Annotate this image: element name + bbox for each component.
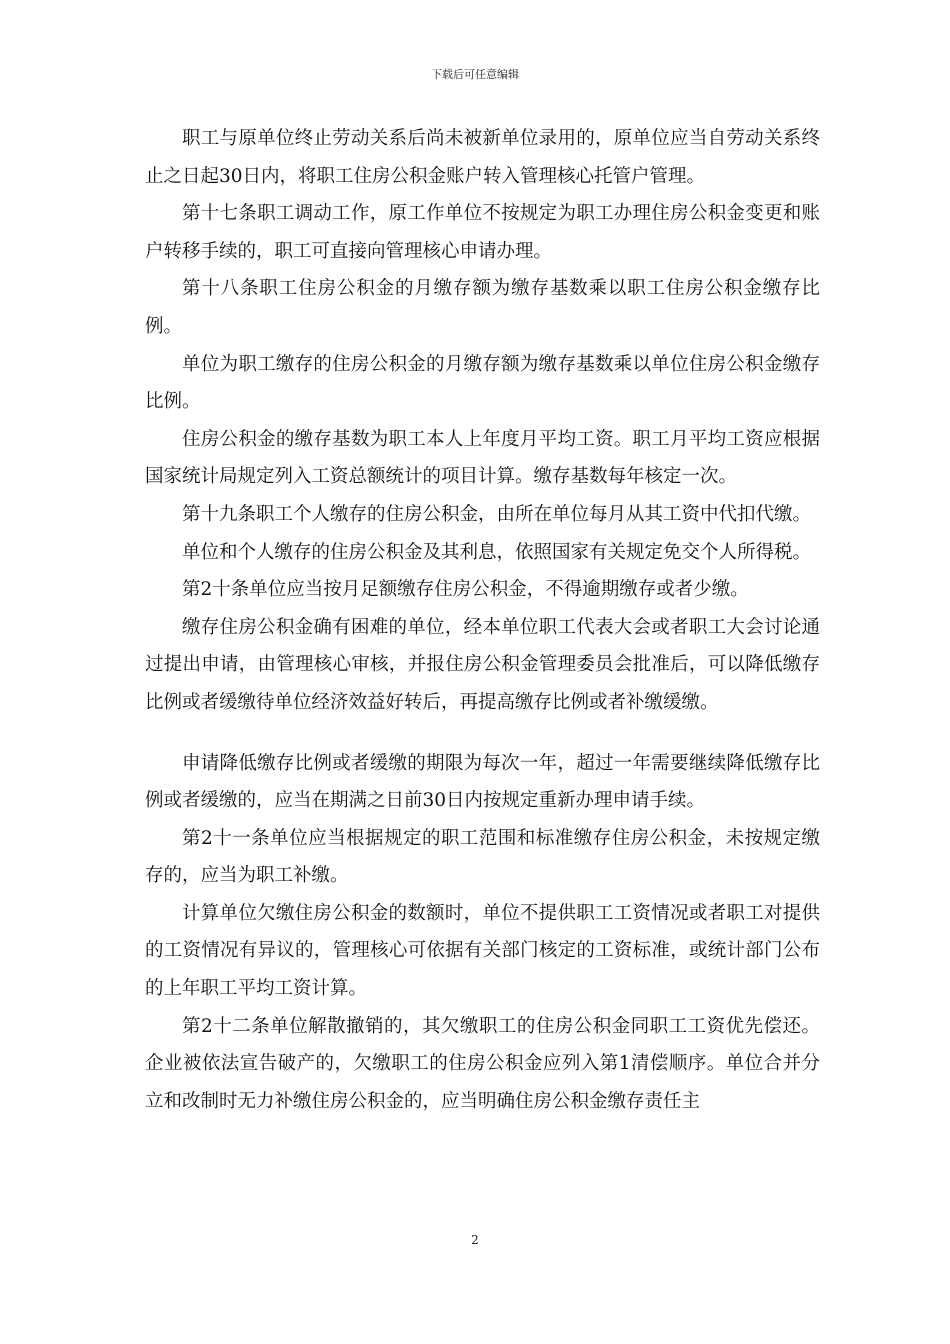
- paragraph-4: 单位为职工缴存的住房公积金的月缴存额为缴存基数乘以单位住房公积金缴存比例。: [145, 353, 820, 413]
- document-body: [145, 120, 820, 1120]
- paragraph-11: 第2十一条单位应当根据规定的职工范围和标准缴存住房公积金，未按规定缴存的，应当为职工补缴。: [145, 827, 820, 887]
- page-header: 下载后可任意编辑: [431, 68, 519, 81]
- paragraph-3: 第十八条职工住房公积金的月缴存额为缴存基数乘以职工住房公积金缴存比例。: [145, 278, 820, 337]
- paragraph-7: 单位和个人缴存的住房公积金及其利息，依照国家有关规定免交个人所得税。: [182, 541, 812, 563]
- paragraph-6: 第十九条职工个人缴存的住房公积金，由所在单位每月从其工资中代扣代缴。: [182, 503, 812, 525]
- paragraph-13: 第2十二条单位解散撤销的，其欠缴职工的住房公积金同职工工资优先偿还。企业被依法宣告破产的，欠缴职工的住房公积金应列入第1清偿顺序。单位合并分立和改制时无力补缴住房公积金的，应当明确住房公积金缴存责任主: [145, 1015, 820, 1112]
- paragraph-10: 申请降低缴存比例或者缓缴的期限为每次一年，超过一年需要继续降低缴存比例或者缓缴的，应当在期满之日前30日内按规定重新办理申请手续。: [145, 752, 820, 812]
- paragraph-8: 第2十条单位应当按月足额缴存住房公积金，不得逾期缴存或者少缴。: [182, 579, 749, 601]
- page-number: 2: [471, 1233, 479, 1247]
- paragraph-9: 缴存住房公积金确有困难的单位，经本单位职工代表大会或者职工大会讨论通过提出申请，由管理核心审核，并报住房公积金管理委员会批准后，可以降低缴存比例或者缓缴待单位经济效益好转后，再提高缴存比例或者补缴缓缴。: [145, 616, 820, 713]
- paragraph-1: 职工与原单位终止劳动关系后尚未被新单位录用的，原单位应当自劳动关系终止之日起30日内，将职工住房公积金账户转入管理核心托管户管理。: [145, 128, 820, 187]
- paragraph-12: 计算单位欠缴住房公积金的数额时，单位不提供职工工资情况或者职工对提供的工资情况有异议的，管理核心可依据有关部门核定的工资标准，或统计部门公布的上年职工平均工资计算。: [145, 902, 820, 1000]
- paragraph-2: 第十七条职工调动工作，原工作单位不按规定为职工办理住房公积金变更和账户转移手续的，职工可直接向管理核心申请办理。: [145, 203, 820, 262]
- paragraph-5: 住房公积金的缴存基数为职工本人上年度月平均工资。职工月平均工资应根据国家统计局规定列入工资总额统计的项目计算。缴存基数每年核定一次。: [145, 428, 820, 488]
